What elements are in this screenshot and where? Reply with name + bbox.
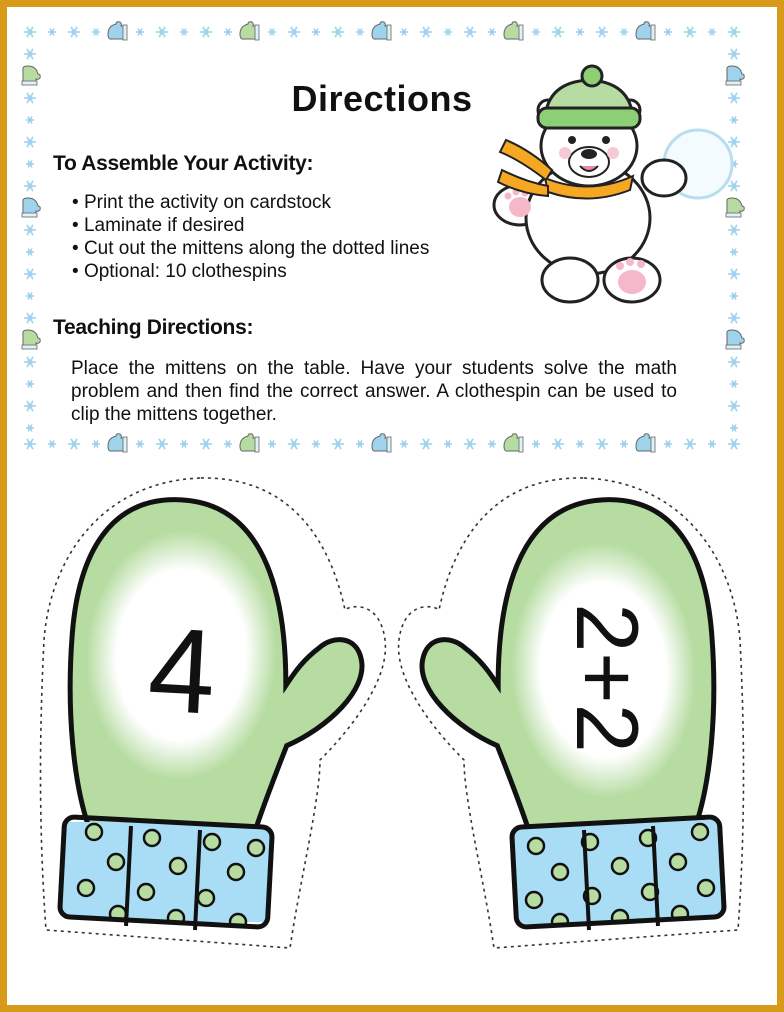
- teaching-paragraph: Place the mittens on the table. Have your students solve the math problem and then find the correct answer. A clothespin can be used to clip the mittens together.: [71, 358, 677, 425]
- right-mitten-problem: 2+2: [557, 603, 657, 753]
- list-item: • Print the activity on cardstock: [72, 191, 429, 214]
- page-title: Directions: [291, 78, 473, 119]
- list-item: • Laminate if desired: [72, 214, 429, 237]
- assemble-heading: To Assemble Your Activity:: [53, 152, 314, 175]
- mitten-right-cuff: [514, 820, 724, 930]
- teaching-heading: Teaching Directions:: [53, 316, 254, 339]
- left-mitten-number: 4: [145, 602, 219, 740]
- mitten-left: [62, 494, 370, 839]
- mitten-left-cuff: [62, 822, 270, 930]
- list-item: • Cut out the mittens along the dotted lines: [72, 237, 429, 260]
- list-item: • Optional: 10 clothespins: [72, 260, 429, 283]
